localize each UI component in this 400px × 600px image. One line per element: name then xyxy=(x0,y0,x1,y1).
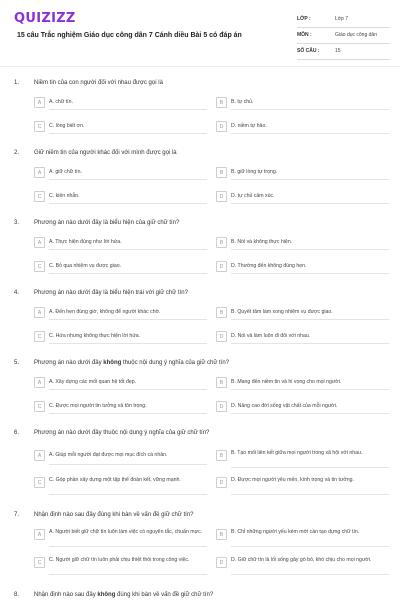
question-text-after: thuộc nội dung ý nghĩa của giữ chữ tín? xyxy=(121,360,230,366)
option-letter: C xyxy=(34,331,45,342)
option-letter: A xyxy=(34,307,45,318)
option-text: D. tự chủ cảm xúc. xyxy=(231,193,275,199)
option-b[interactable] xyxy=(216,307,390,318)
option-letter: D xyxy=(216,331,227,342)
question-number: 4. xyxy=(14,290,20,296)
option-divider xyxy=(49,273,207,274)
option-divider xyxy=(231,319,389,320)
option-letter: A xyxy=(34,167,45,178)
question-number: 3. xyxy=(14,220,20,226)
option-letter: D xyxy=(216,191,227,202)
option-text: A. Giúp mỗi người đạt được mọi mục đích cá nhân. xyxy=(49,452,168,458)
option-letter: B xyxy=(216,529,227,540)
option-divider xyxy=(231,467,389,468)
option-c[interactable] xyxy=(34,121,208,132)
question-number: 6. xyxy=(14,430,20,436)
option-letter: C xyxy=(34,401,45,412)
option-divider xyxy=(49,389,207,390)
option-text: B. giữ lòng tự trọng. xyxy=(231,169,278,175)
question-text xyxy=(34,360,229,366)
question-text: Phương án nào dưới đây thuộc nội dung ý nghĩa của giữ chữ tín? xyxy=(34,430,210,436)
question-text xyxy=(34,592,213,598)
option-text: A. chữ tín. xyxy=(49,99,73,105)
meta-row-subject xyxy=(297,28,390,44)
question-number: 2. xyxy=(14,150,20,156)
option-divider xyxy=(49,343,207,344)
question-text: Phương án nào dưới đây là biểu hiện của giữ chữ tín? xyxy=(34,220,180,226)
option-letter: B xyxy=(216,450,227,461)
question-text: Niềm tin của con người đối với nhau được gọi là xyxy=(34,80,163,86)
option-b[interactable] xyxy=(216,529,390,540)
option-divider xyxy=(231,273,389,274)
option-c[interactable] xyxy=(34,557,208,568)
option-divider xyxy=(231,109,389,110)
option-c[interactable] xyxy=(34,331,208,342)
option-letter: C xyxy=(34,477,45,488)
option-letter: C xyxy=(34,557,45,568)
option-divider xyxy=(231,494,389,495)
option-text: D. Giữ chữ tín là lối sống gây gò bó, khó chịu cho mọi người. xyxy=(231,557,372,563)
option-text: C. lòng biết ơn. xyxy=(49,123,85,129)
option-b[interactable] xyxy=(216,237,390,248)
option-text: B. Nói và không thực hiện. xyxy=(231,239,293,245)
meta-value: Lớp 7 xyxy=(335,16,349,22)
logo-text: QUIZIZZ xyxy=(14,10,76,26)
option-c[interactable] xyxy=(34,261,208,272)
option-text: C. Được mọi người tin tưởng và tôn trọng. xyxy=(49,403,147,409)
meta-label: LỚP : xyxy=(297,16,311,22)
option-divider xyxy=(49,249,207,250)
question-text: Nhận định nào sau đây đúng khi bàn về vấn đề giữ chữ tín? xyxy=(34,512,194,518)
option-divider xyxy=(231,249,389,250)
question-number: 7. xyxy=(14,512,20,518)
option-d[interactable] xyxy=(216,121,390,132)
option-letter: C xyxy=(34,261,45,272)
option-letter: B xyxy=(216,237,227,248)
option-letter: D xyxy=(216,477,227,488)
question-text-before: Phương án nào dưới đây xyxy=(34,360,104,366)
document-header xyxy=(0,0,400,64)
option-a[interactable] xyxy=(34,307,208,318)
option-divider xyxy=(49,546,207,547)
option-divider xyxy=(49,133,207,134)
meta-value: 15 xyxy=(335,48,341,54)
option-divider xyxy=(49,464,207,465)
option-letter: B xyxy=(216,167,227,178)
option-letter: D xyxy=(216,401,227,412)
option-a[interactable] xyxy=(34,377,208,388)
option-c[interactable] xyxy=(34,477,208,488)
option-divider xyxy=(49,203,207,204)
option-text: D. niềm tự hào. xyxy=(231,123,267,129)
meta-row-grade xyxy=(297,12,390,28)
option-divider xyxy=(49,109,207,110)
meta-label: MÔN : xyxy=(297,32,312,38)
option-d[interactable] xyxy=(216,401,390,412)
option-text: A. giữ chữ tín. xyxy=(49,169,82,175)
meta-value: Giáo dục công dân xyxy=(335,32,377,38)
option-a[interactable] xyxy=(34,97,208,108)
option-b[interactable] xyxy=(216,97,390,108)
question-text: Giữ niềm tin của người khác đối với mình được gọi là xyxy=(34,150,177,156)
option-divider xyxy=(231,389,389,390)
quizizz-logo xyxy=(14,10,76,26)
option-text: D. Nâng cao đời sống vật chất của mỗi người. xyxy=(231,403,338,409)
option-text: C. Góp phần xây dựng một tập thể đoàn kết, vững mạnh. xyxy=(49,477,181,483)
option-divider xyxy=(49,413,207,414)
option-letter: D xyxy=(216,557,227,568)
option-b[interactable] xyxy=(216,377,390,388)
option-c[interactable] xyxy=(34,191,208,202)
meta-label: SỐ CÂU : xyxy=(297,48,320,54)
option-letter: C xyxy=(34,191,45,202)
option-divider xyxy=(49,494,207,495)
option-letter: B xyxy=(216,97,227,108)
option-text: C. Bỏ qua nhiệm vụ được giao. xyxy=(49,263,122,269)
meta-table xyxy=(297,12,390,60)
option-divider xyxy=(231,574,389,575)
option-letter: D xyxy=(216,261,227,272)
header-divider xyxy=(0,66,400,67)
question-number: 5. xyxy=(14,360,20,366)
option-divider xyxy=(231,413,389,414)
option-letter: D xyxy=(216,121,227,132)
option-text: D. Được mọi người yêu mến, kính trọng và tin tưởng. xyxy=(231,477,354,483)
option-letter: C xyxy=(34,121,45,132)
option-letter: A xyxy=(34,450,45,461)
option-divider xyxy=(49,179,207,180)
option-text: C. Người giữ chữ tín luôn phải chịu thiệt thòi trong công việc. xyxy=(49,557,190,563)
option-divider xyxy=(49,574,207,575)
meta-row-count xyxy=(297,44,390,60)
option-a[interactable] xyxy=(34,237,208,248)
option-text: A. Thực hiện đúng như lời hứa. xyxy=(49,239,122,245)
option-divider xyxy=(49,319,207,320)
option-divider xyxy=(231,133,389,134)
question-text-bold: không xyxy=(103,360,122,366)
option-text: C. kiên nhẫn. xyxy=(49,193,80,199)
option-letter: B xyxy=(216,307,227,318)
option-d[interactable] xyxy=(216,191,390,202)
option-c[interactable] xyxy=(34,401,208,412)
option-letter: A xyxy=(34,97,45,108)
question-text: Phương án nào dưới đây là biểu hiện trái với giữ chữ tín? xyxy=(34,290,188,296)
option-letter: A xyxy=(34,377,45,388)
option-text: B. Tạo mối liên kết giữa mọi người trong xã hội với nhau. xyxy=(231,450,363,456)
option-text: A. Xây dựng các mối quan hệ tốt đẹp. xyxy=(49,379,137,385)
option-divider xyxy=(231,203,389,204)
option-divider xyxy=(231,546,389,547)
option-text: B. Chỉ những người yếu kém mới cần tạo dựng chữ tín. xyxy=(231,529,360,535)
question-text-before: Nhận định nào sau đây xyxy=(34,592,98,598)
option-b[interactable] xyxy=(216,167,390,178)
option-d[interactable] xyxy=(216,261,390,272)
option-d[interactable] xyxy=(216,477,390,488)
option-a[interactable] xyxy=(34,529,208,540)
question-text-after: đúng khi bàn về vấn đề giữ chữ tín? xyxy=(115,592,214,598)
option-text: A. Người biết giữ chữ tín luôn làm việc có nguyên tắc, chuẩn mực. xyxy=(49,529,203,535)
option-text: B. Quyết tâm làm xong nhiệm vụ được giao. xyxy=(231,309,333,315)
option-divider xyxy=(231,179,389,180)
option-divider xyxy=(231,343,389,344)
option-text: D. Nói và làm luôn đi đôi với nhau. xyxy=(231,333,311,339)
option-text: D. Thường đến không đúng hẹn. xyxy=(231,263,307,269)
option-d[interactable] xyxy=(216,557,390,568)
option-text: B. tự chủ. xyxy=(231,99,254,105)
option-letter: A xyxy=(34,529,45,540)
document-title: 15 câu Trắc nghiệm Giáo dục công dân 7 Cánh diều Bài 5 có đáp án xyxy=(17,32,242,39)
option-a[interactable] xyxy=(34,167,208,178)
option-text: B. Mang đến niềm tin và hi vọng cho mọi người. xyxy=(231,379,342,385)
option-text: A. Đến hẹn đúng giờ, không để người khác chờ. xyxy=(49,309,161,315)
option-b[interactable] xyxy=(216,450,390,461)
question-text-bold: không xyxy=(97,592,116,598)
option-a[interactable] xyxy=(34,450,208,461)
option-d[interactable] xyxy=(216,331,390,342)
option-text: C. Hứa nhưng không thực hiện lời hứa. xyxy=(49,333,141,339)
option-letter: A xyxy=(34,237,45,248)
question-number: 8. xyxy=(14,592,20,598)
option-letter: B xyxy=(216,377,227,388)
question-number: 1. xyxy=(14,80,20,86)
